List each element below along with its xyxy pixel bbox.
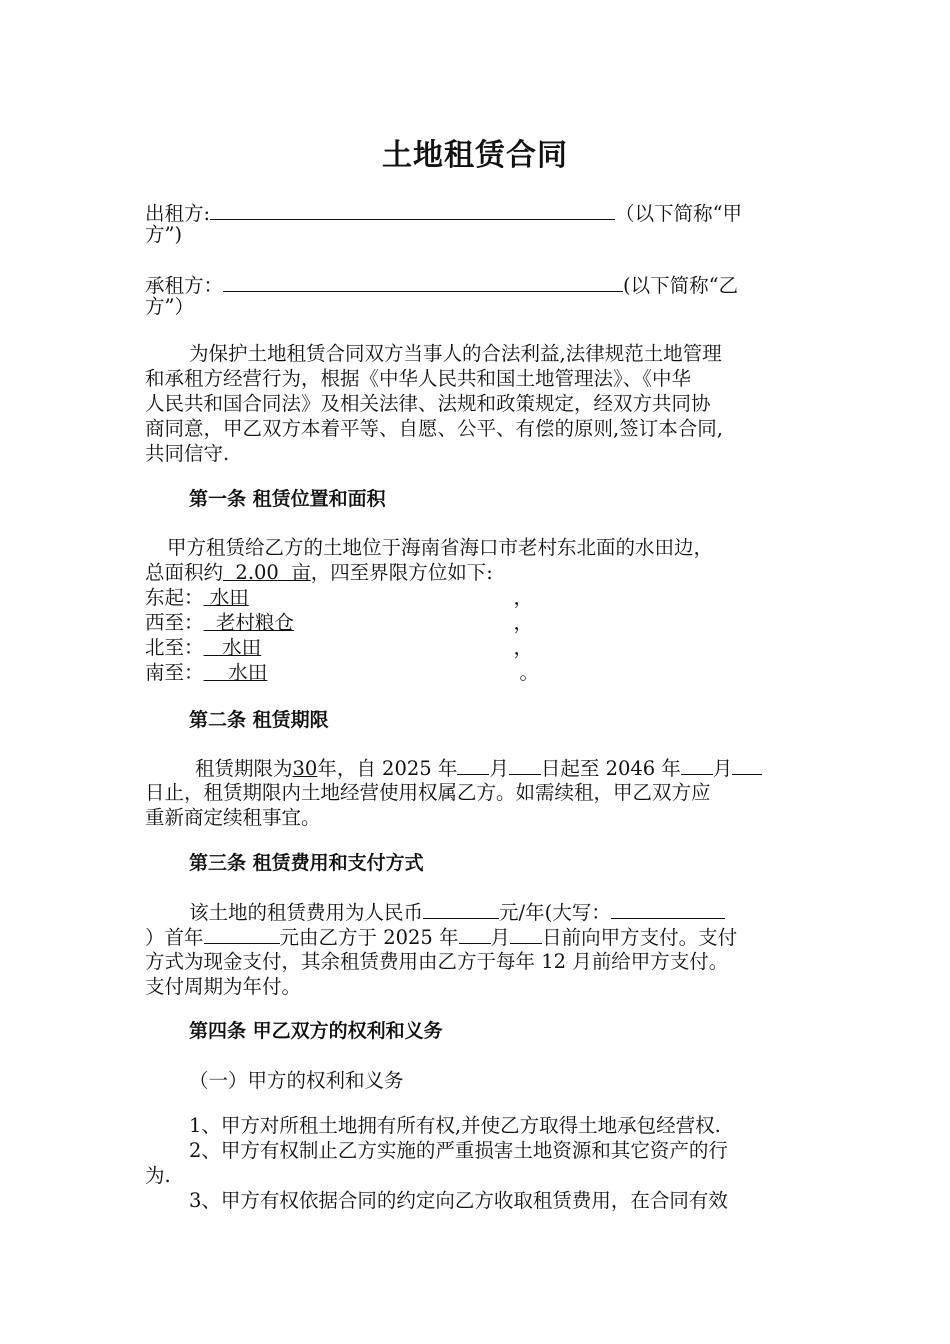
pay-date-label: 元由乙方于 2025 年 [279, 926, 459, 949]
article3-line: 方式为现金支付，其余租赁费用由乙方于每年 12 月前给甲方支付。 [145, 950, 729, 973]
article1-body [145, 535, 810, 685]
term-years: 30 [292, 757, 318, 780]
first-year-blank [204, 924, 280, 944]
article2-line: 重新商定续租事宜。 [145, 806, 321, 829]
lessee-blank [223, 269, 623, 292]
boundary-north [145, 635, 810, 660]
preamble [145, 341, 810, 466]
area-value: 2.00 亩 [223, 561, 311, 584]
pay-day-blank [510, 924, 542, 944]
boundary-label: 西至： [145, 611, 204, 634]
lessee-wrap: 方”） [145, 295, 194, 318]
preamble-line: 人民共和国合同法》及相关法律、法规和政策规定，经双方共同协 [145, 392, 711, 415]
term-start: 年，自 2025 年 [317, 757, 458, 780]
article4-heading: 第四条 甲乙双方的权利和义务 [189, 1020, 443, 1042]
list-item: 1、甲方对所租土地拥有所有权,并使乙方取得土地承包经营权. [189, 1114, 721, 1137]
boundary-punct: ， [513, 611, 534, 634]
fee-unit: 元/年(大写： [499, 901, 611, 924]
article1-area-post: ，四至界限方位如下: [310, 561, 493, 584]
end-month-blank [681, 755, 713, 775]
start-day-blank [509, 755, 541, 775]
month-label: 月 [489, 757, 509, 780]
pay-tail: 日前向甲方支付。支付 [542, 926, 738, 949]
lessor-wrap: 方”) [145, 223, 183, 246]
boundary-label: 东起： [145, 586, 204, 609]
lessor-label: 出租方: [145, 202, 211, 225]
lessee-line [145, 269, 810, 319]
lessee-suffix: (以下简称“乙 [623, 274, 739, 297]
lessor-blank [210, 197, 615, 220]
boundary-label: 南至： [145, 661, 204, 684]
document-title: 土地租赁合同 [382, 138, 568, 173]
boundary-punct: ， [513, 636, 534, 659]
boundary-west [145, 610, 810, 635]
term-label: 租赁期限为 [195, 757, 293, 780]
list-item-wrap: 为. [145, 1164, 171, 1187]
boundary-value: 水田 [203, 661, 268, 684]
fee-label: 该土地的租赁费用为人民币 [189, 901, 424, 924]
article3-heading: 第三条 租赁费用和支付方式 [189, 852, 424, 874]
article3-body [145, 899, 810, 999]
article4-items [145, 1113, 810, 1213]
lessee-label: 承租方： [145, 274, 224, 297]
end-day-blank [732, 755, 762, 775]
boundary-punct: ， [513, 586, 534, 609]
article1-heading: 第一条 租赁位置和面积 [189, 488, 386, 510]
first-year-label: ）首年 [145, 926, 204, 949]
boundary-label: 北至： [145, 636, 204, 659]
boundary-east [145, 585, 810, 610]
preamble-line: 和承租方经营行为，根据《中华人民共和国土地管理法》、《中华 [145, 367, 692, 390]
preamble-line: 共同信守. [145, 442, 230, 465]
list-item: 2、甲方有权制止乙方实施的严重损害土地资源和其它资产的行 [189, 1139, 728, 1162]
boundary-south [145, 660, 810, 685]
list-item: 3、甲方有权依据合同的约定向乙方收取租赁费用，在合同有效 [189, 1189, 728, 1212]
month-label: 月 [490, 926, 511, 949]
start-month-blank [457, 755, 489, 775]
boundary-value: 老村粮仓 [203, 611, 294, 634]
preamble-line: 为保护土地租赁合同双方当事人的合法利益,法律规范土地管理 [189, 342, 722, 365]
term-end: 日起至 2046 年 [540, 757, 681, 780]
lessor-line [145, 197, 810, 247]
lessor-suffix: （以下简称“甲 [615, 202, 743, 225]
boundary-punct: 。 [519, 661, 540, 684]
article1-line: 甲方租赁给乙方的土地位于海南省海口市老村东北面的水田边， [167, 536, 714, 559]
preamble-line: 商同意，甲乙双方本着平等、自愿、公平、有偿的原则,签订本合同, [145, 417, 723, 440]
article4-subheading: （一）甲方的权利和义务 [189, 1069, 404, 1092]
month-label: 月 [712, 757, 733, 780]
article3-line: 支付周期为年付。 [145, 975, 302, 998]
fee-words-blank [611, 899, 725, 919]
article2-line: 日止，租赁期限内土地经营使用权属乙方。如需续租，甲乙双方应 [145, 781, 711, 804]
boundary-value: 水田 [203, 586, 249, 609]
article1-area-label: 总面积约 [145, 561, 224, 584]
article2-heading: 第二条 租赁期限 [189, 709, 329, 731]
boundary-value: 水田 [203, 636, 262, 659]
fee-amount-blank [423, 899, 499, 919]
pay-month-blank [459, 924, 491, 944]
article2-body [145, 755, 810, 830]
